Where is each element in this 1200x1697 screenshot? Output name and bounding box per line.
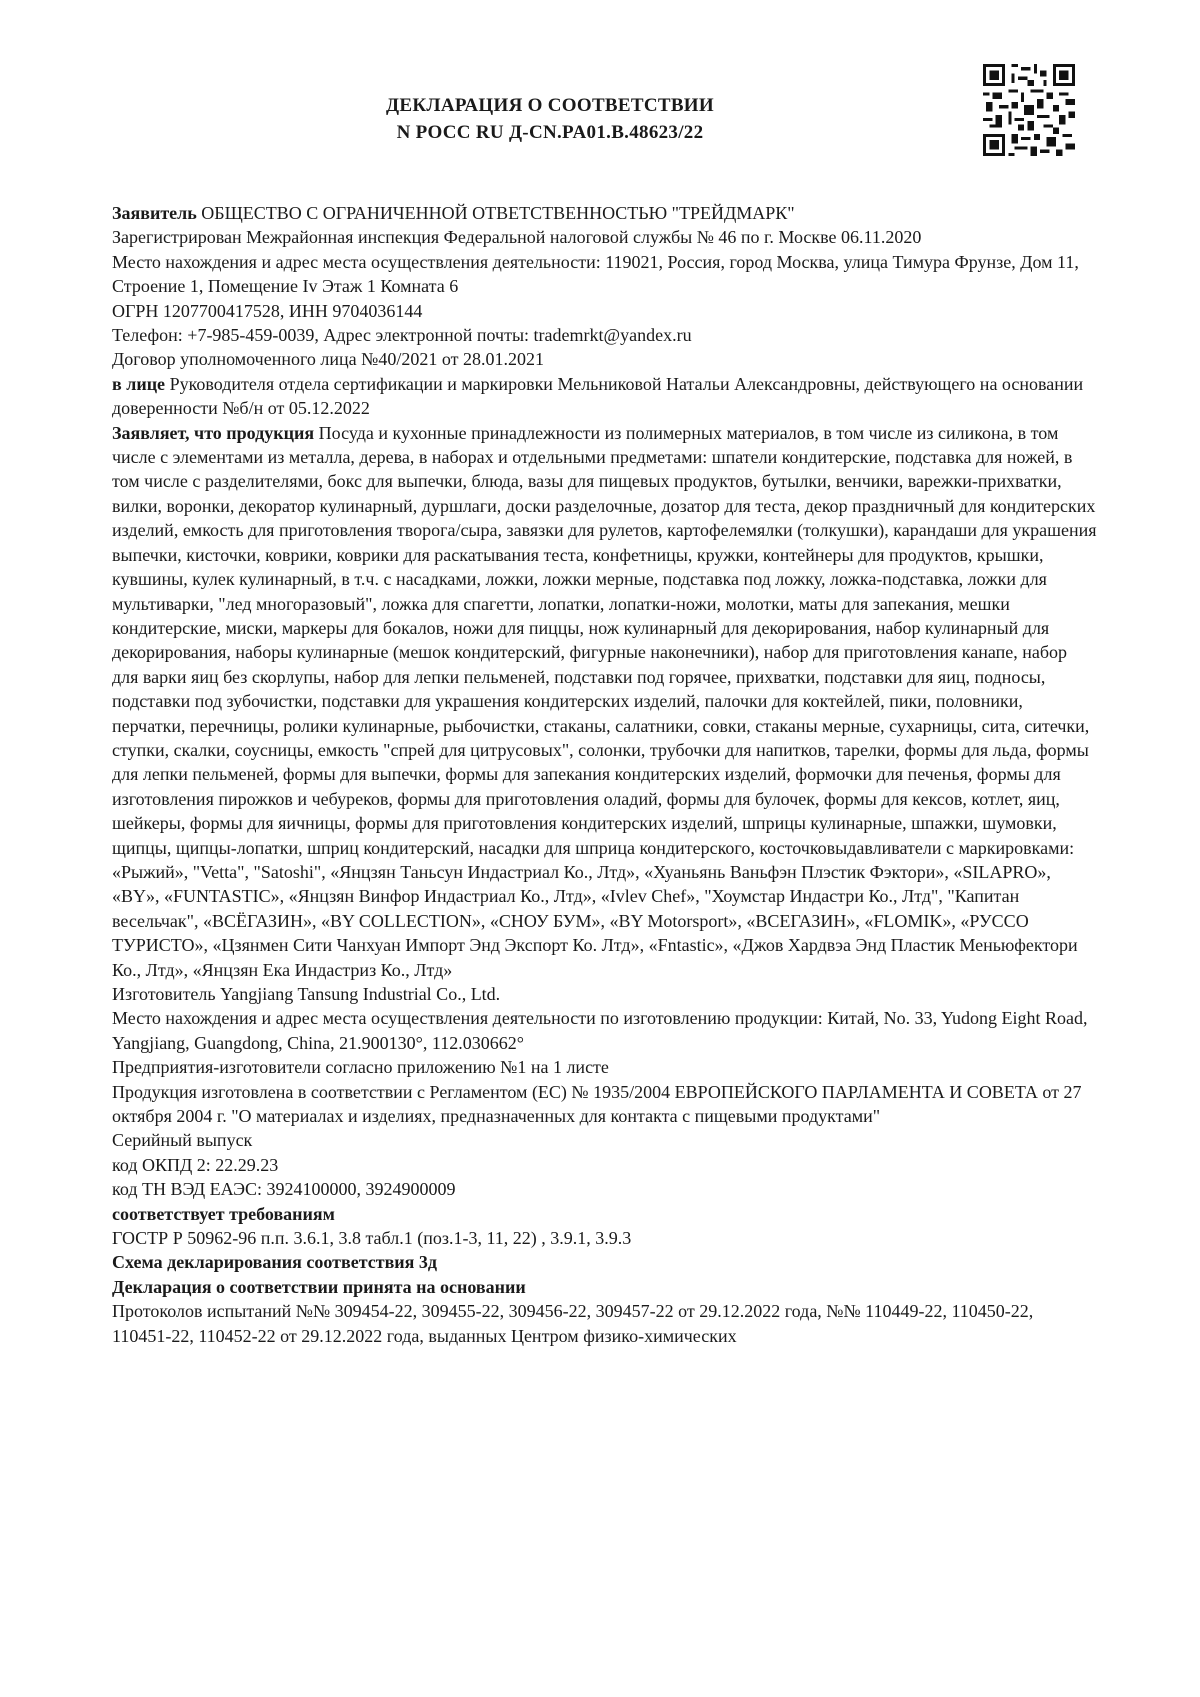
scheme-label: Схема декларирования соответствия 3д	[112, 1252, 438, 1273]
representative-label: в лице	[112, 373, 166, 394]
applicant-name: ОБЩЕСТВО С ОГРАНИЧЕННОЙ ОТВЕТСТВЕННОСТЬЮ "ТРЕЙДМАРК"	[201, 203, 795, 223]
representative-line	[112, 372, 1097, 421]
applicant-label: Заявитель	[112, 203, 197, 223]
basis-label: Декларация о соответствии принята на основании	[112, 1276, 526, 1297]
applicant-registered: Зарегистрирован Межрайонная инспекция Федеральной налоговой службы № 46 по г. Москве 06.11.2020	[112, 227, 922, 248]
title-line-1: ДЕКЛАРАЦИЯ О СООТВЕТСТВИИ	[386, 95, 714, 116]
requirements-label: соответствует требованиям	[112, 1203, 335, 1224]
title-line-2: N РОСС RU Д-CN.PA01.B.48623/22	[396, 122, 704, 143]
manufacturer-regulation: Продукция изготовлена в соответствии с Регламентом (ЕС) № 1935/2004 ЕВРОПЕЙСКОГО ПАРЛАМЕНТА И СОВЕТА от 27 октября 2004 г. "О материалах и изделиях, предназначенных для контакта с пищевыми продуктами"	[112, 1081, 1082, 1127]
product-label: Заявляет, что продукция	[112, 422, 315, 443]
applicant-ogrn: ОГРН 1207700417528, ИНН 9704036144	[112, 300, 423, 321]
qr-code-icon	[983, 64, 1075, 156]
manufacturer-appendix: Предприятия-изготовители согласно приложению №1 на 1 листе	[112, 1057, 609, 1078]
product-paragraph	[112, 421, 1097, 982]
manufacturer-address: Место нахождения и адрес места осуществления деятельности по изготовлению продукции: Китай, No. 33, Yudong Eight Road, Yangjiang, Guangdong, China, 21.900130°, 112.030662°	[112, 1008, 1088, 1053]
representative-text: Руководителя отдела сертификации и маркировки Мельниковой Натальи Александровны, действующего на основании доверенности №б/н от 05.12.2022	[112, 373, 1084, 419]
applicant-phone: Телефон: +7-985-459-0039, Адрес электронной почты: trademrkt@yandex.ru	[112, 325, 692, 346]
applicant-address: Место нахождения и адрес места осуществления деятельности: 119021, Россия, город Москва, улица Тимура Фрунзе, Дом 11, Строение 1, Помещение Iv Этаж 1 Комната 6	[112, 251, 1079, 297]
manufacturer-name: Изготовитель Yangjiang Tansung Industrial Co., Ltd.	[112, 984, 501, 1004]
applicant-line	[112, 201, 1097, 225]
serial-release: Серийный выпуск	[112, 1130, 253, 1151]
product-text: Посуда и кухонные принадлежности из полимерных материалов, в том числе из силикона, в том числе с элементами из металла, дерева, в наборах и отдельными предметами: шпатели кондитерские, подставка для ножей, в том числе с разделителями, бокс для выпечки, блюда, вазы для пищевых продуктов, бутылки, венчики, варежки-прихватки, вилки, воронки, декоратор кулинарный, дуршлаги, доски разделочные, дозатор для теста, декор праздничный для кондитерских изделий, емкость для приготовления творога/сыра, завязки для рулетов, картофелемялки (толкушки), карандаши для украшения выпечки, кисточки, коврики, коврики для раскатывания теста, конфетницы, кружки, контейнеры для продуктов, крышки, кувшины, кулек кулинарный, в т.ч. с насадками, ложки, ложки мерные, подставка под ложку, ложка-подставка, ложки для мультиварки, "лед многоразовый", ложка для спагетти, лопатки, лопатки-ножи, молотки, маты для запекания, мешки кондитерские, миски, маркеры для бокалов, ножи для пиццы, нож кулинарный для декорирования, набор кулинарный для декорирования, наборы кулинарные (мешок кондитерский, фигурные наконечники), набор для приготовления канапе, набор для варки яиц без скорлупы, набор для лепки пельменей, подставки под горячее, прихватки, подставки для яиц, подносы, подставки под зубочистки, подставки для украшения кондитерских изделий, палочки для коктейлей, пики, половники, перчатки, перечницы, ролики кулинарные, рыбочистки, стаканы, салатники, совки, стаканы мерные, сухарницы, сита, ситечки, ступки, скалки, соусницы, емкость "спрей для цитрусовых", солонки, трубочки для напитков, тарелки, формы для льда, формы для лепки пельменей, формы для выпечки, формы для запекания кондитерских изделий, формочки для печенья, формы для изготовления пирожков и чебуреков, формы для приготовления оладий, формы для булочек, формы для кексов, котлет, яиц, шейкеры, формы для яичницы, формы для приготовления кондитерских изделий, шприцы кулинарные, шпажки, шумовки, щипцы, щипцы-лопатки, шприц кондитерский, насадки для шприца кондитерского, косточковыдавливатели с маркировками: «Рыжий», "Vetta", "Satoshi", «Янцзян Таньсун Индастриал Ко., Лтд», «Хуаньянь Ваньфэн Плэстик Фэктори», «SILAPRO», «BY», «FUNTASTIC», «Янцзян Винфор Индастриал Ко., Лтд», «Ivlev Chef», "Хоумстар Индастри Ко., Лтд", "Капитан весельчак", «ВСЁГАЗИН», «BY COLLECTION», «СНОУ БУМ», «BY Motorsport», «ВСЕГАЗИН», «FLOMIK», «РУССО ТУРИСТО», «Цзянмен Сити Чанхуан Импорт Энд Экспорт Ко. Лтд», «Fntastic», «Джов Хардвэа Энд Пластик Меньюфектори Ко., Лтд», «Янцзян Ека Индастриз Ко., Лтд»	[112, 422, 1097, 980]
requirements-text: ГОСТР Р 50962-96 п.п. 3.6.1, 3.8 табл.1 (поз.1-3, 11, 22) , 3.9.1, 3.9.3	[112, 1228, 632, 1249]
declaration-body	[112, 201, 1097, 1348]
applicant-contract: Договор уполномоченного лица №40/2021 от 28.01.2021	[112, 349, 544, 370]
tnved-code: код ТН ВЭД ЕАЭС: 3924100000, 3924900009	[112, 1179, 456, 1200]
basis-text: Протоколов испытаний №№ 309454-22, 309455-22, 309456-22, 309457-22 от 29.12.2022 года, №№ 110449-22, 110450-22, 110451-22, 110452-22 от 29.12.2022 года, выданных Центром физико-химических	[112, 1301, 1034, 1346]
document-title	[300, 92, 800, 146]
okpd-code: код ОКПД 2: 22.29.23	[112, 1154, 279, 1175]
